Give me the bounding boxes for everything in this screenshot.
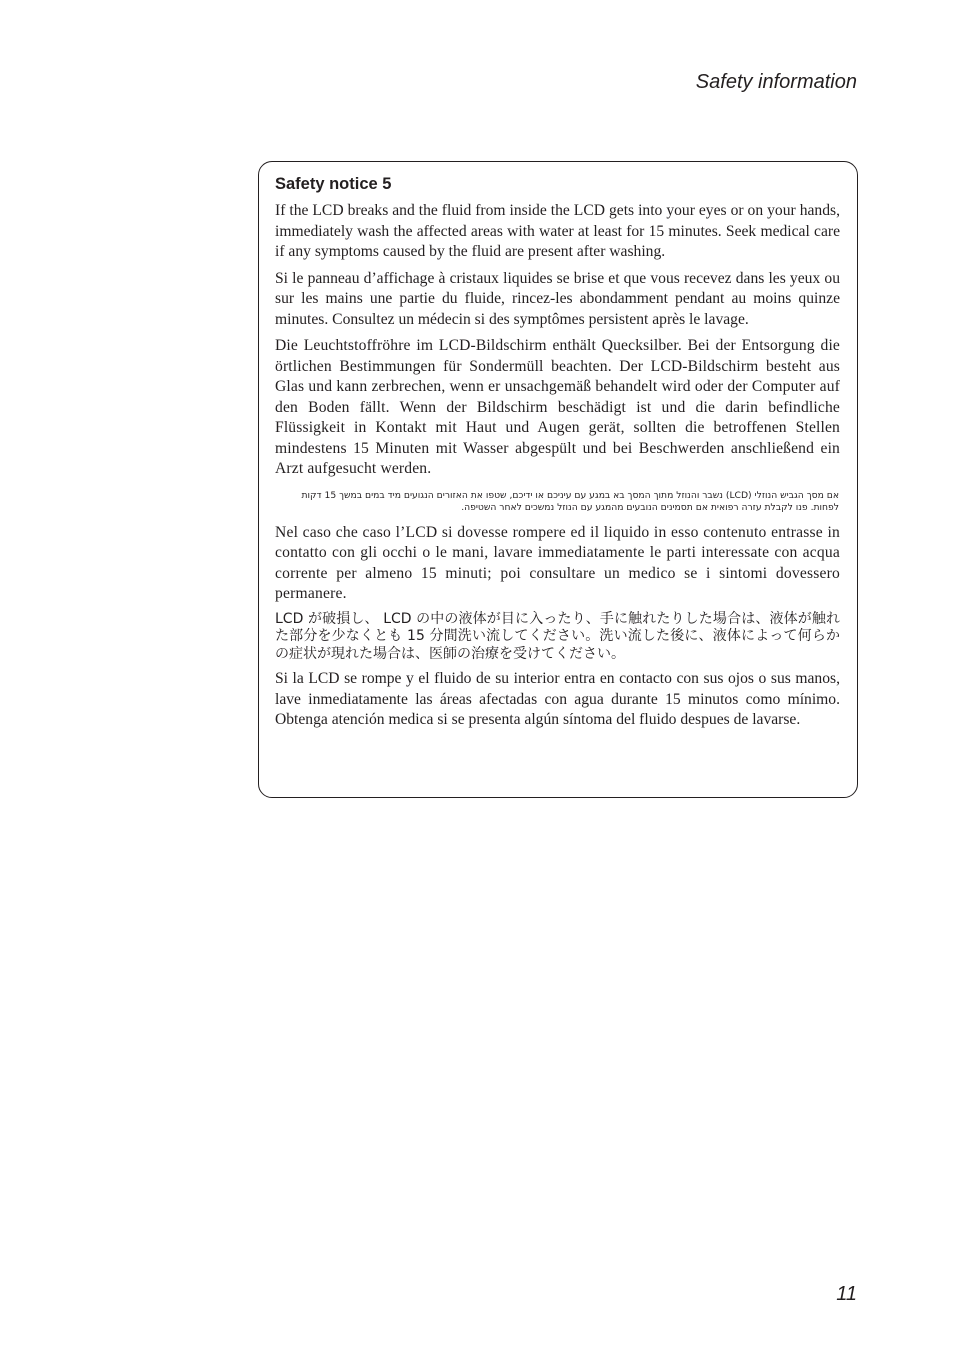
paragraph-french: Si le panneau d’affichage à cristaux liquides se brise et que vous recevez dans les yeux ou sur les mains une partie du fluide, rincez-les abondamment pendant au moins quinze minutes. Consultez un médecin si des symptômes persistent après le lavage. [275, 269, 840, 328]
paragraph-english: If the LCD breaks and the fluid from inside the LCD gets into your eyes or on your hands, immediately wash the affected areas with water at least for 15 minutes. Seek medical care if any symptoms caused by the fluid are present after washing. [275, 202, 840, 260]
running-header: Safety information [695, 71, 857, 93]
paragraph-spanish: Si la LCD se rompe y el fluido de su interior entra en contacto con sus ojos o sus manos, lave inmediatamente las áreas afectadas con agua durante 15 minutos como mínimo. Obtenga atención medica si se presenta algún síntoma del fluido despues de lavarse. [275, 670, 840, 729]
paragraph-german: Die Leuchtstoffröhre im LCD-Bildschirm enthält Quecksilber. Bei der Entsorgung die örtlichen Bestimmungen für Sondermüll beachten. Der LCD-Bildschirm besteht aus Glas und kann zerbrechen, wenn er unsachgemäß behandelt wird oder der Computer auf den Boden fällt. Wenn der Bildschirm beschädigt ist und die darin befindliche Flüssigkeit in Kontakt mit Haut und Augen gerät, sollten die betroffenen Stellen mindestens 15 Minuten mit Wasser abgespült und bei Beschwerden anschließend ein Arzt aufgesucht werden. [275, 337, 840, 477]
paragraph-hebrew: אם מסך הגביש הנוזלי (LCD) נשבר והנוזל מתוך המסך בא במגע עם עיניכם או ידיכם, שטפו את האזורים הנגועים מיד במים במשך 15 דקות לפחות. פנו לקבלת עזרה רפואית אם תסמינים הנובעים מהמגע עם הנוזל נמשכים לאחר השטיפה. [301, 489, 839, 514]
notice-title: Safety notice 5 [275, 175, 392, 193]
paragraph-japanese: LCD が破損し、 LCD の中の液体が目に入ったり、手に触れたりした場合は、液体が触れた部分を少なくとも 15 分間洗い流してください。洗い流した後に、液体によって何らかの症状が現れた場合は、医師の治療を受けてください。 [275, 610, 840, 662]
page-number: 11 [836, 1283, 857, 1305]
safety-notice-box [258, 161, 858, 798]
paragraph-italian: Nel caso che caso l’LCD si dovesse rompere ed il liquido in esso contenuto entrasse in contatto con gli occhi o le mani, lavare immediatamente le parti interessate con acqua corrente per almeno 15 minuti; poi consultare un medico se i sintomi dovessero permanere. [275, 523, 840, 603]
